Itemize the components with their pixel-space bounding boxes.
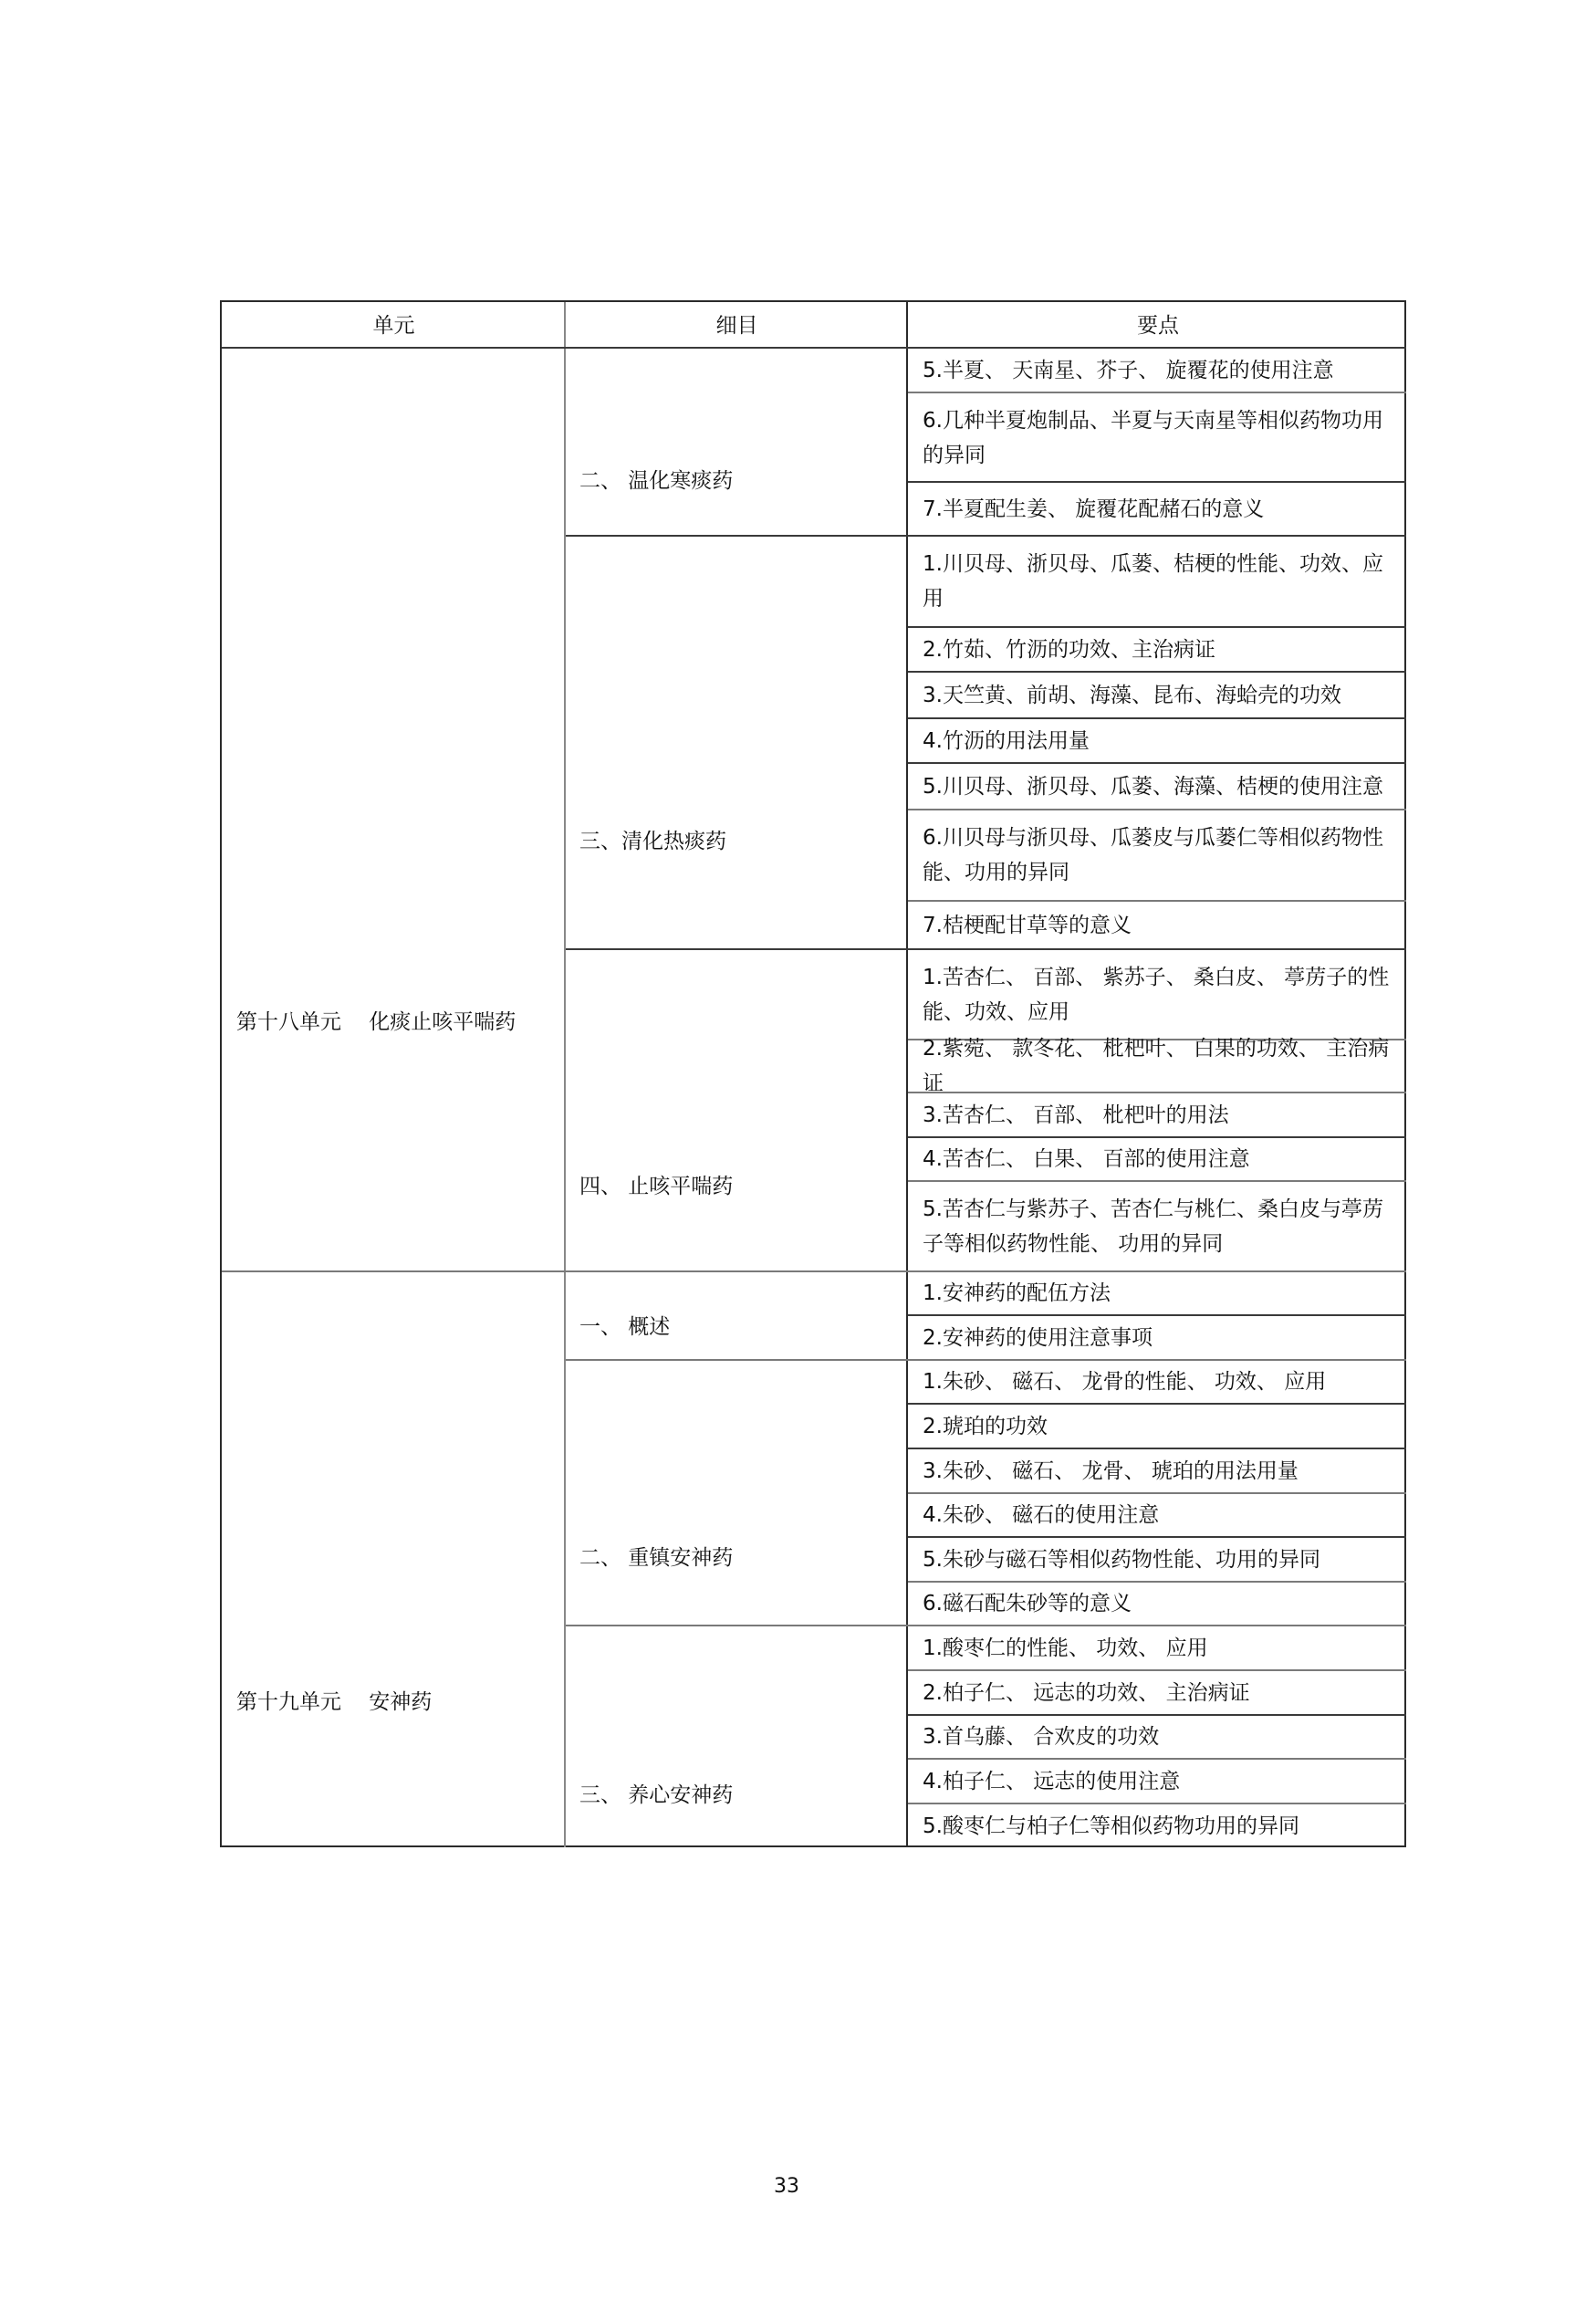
key-point: 6.磁石配朱砂等的意义	[923, 1592, 1132, 1615]
key-point: 7.半夏配生姜、 旋覆花配赭石的意义	[923, 497, 1265, 521]
key-point: 3.首乌藤、 合欢皮的功效	[923, 1725, 1160, 1749]
key-point: 2.安神药的使用注意事项	[923, 1325, 1153, 1350]
column-divider	[564, 302, 566, 1847]
key-point: 5.苦杏仁与紫苏子、苦杏仁与桃仁、桑白皮与葶苈子等相似药物性能、 功用的异同	[923, 1197, 1383, 1256]
section-label: 四、 止咳平喘药	[579, 1175, 734, 1198]
header-key-points: 要点	[1137, 313, 1179, 338]
section-label: 二、 重镇安神药	[579, 1546, 734, 1570]
key-point: 1.川贝母、浙贝母、瓜蒌、桔梗的性能、功效、应用	[923, 552, 1383, 611]
key-point: 1.朱砂、 磁石、 龙骨的性能、 功效、 应用	[923, 1370, 1327, 1394]
section-label: 三、 养心安神药	[579, 1783, 734, 1807]
key-point: 3.天竺黄、前胡、海藻、昆布、海蛤壳的功效	[923, 683, 1341, 707]
key-point: 5.川贝母、浙贝母、瓜蒌、海藻、桔梗的使用注意	[923, 774, 1383, 799]
key-point: 4.竹沥的用法用量	[923, 728, 1090, 753]
key-point: 2.竹茹、竹沥的功效、主治病证	[923, 637, 1215, 662]
page-number: 33	[774, 2175, 799, 2198]
key-point: 4.朱砂、 磁石的使用注意	[923, 1503, 1160, 1527]
key-point: 2.紫菀、 款冬花、 枇杷叶、 白果的功效、 主治病证	[923, 1037, 1390, 1095]
key-point: 4.柏子仁、 远志的使用注意	[923, 1769, 1181, 1793]
key-point: 6.川贝母与浙贝母、瓜蒌皮与瓜蒌仁等相似药物性能、功用的异同	[923, 826, 1383, 884]
key-point: 1.酸枣仁的性能、 功效、 应用	[923, 1636, 1208, 1660]
key-point: 5.朱砂与磁石等相似药物性能、功用的异同	[923, 1547, 1320, 1572]
section-label: 三、清化热痰药	[579, 830, 726, 853]
key-point: 1.苦杏仁、 百部、 紫苏子、 桑白皮、 葶苈子的性能、功效、应用	[923, 965, 1390, 1024]
key-point: 1.安神药的配伍方法	[923, 1281, 1111, 1305]
key-point: 3.苦杏仁、 百部、 枇杷叶的用法	[923, 1103, 1229, 1127]
key-point: 2.琥珀的功效	[923, 1414, 1048, 1438]
key-point: 5.酸枣仁与柏子仁等相似药物功用的异同	[923, 1814, 1299, 1838]
section-label: 一、 概述	[579, 1315, 671, 1339]
key-point: 7.桔梗配甘草等的意义	[923, 913, 1132, 937]
header-unit: 单元	[372, 313, 415, 338]
key-point: 5.半夏、 天南星、芥子、 旋覆花的使用注意	[923, 359, 1334, 382]
key-point: 4.苦杏仁、 白果、 百部的使用注意	[923, 1147, 1250, 1171]
section-label: 二、 温化寒痰药	[579, 469, 734, 493]
syllabus-table	[220, 300, 1406, 1847]
unit-label: 第十八单元 化痰止咳平喘药	[236, 1010, 516, 1034]
key-point: 3.朱砂、 磁石、 龙骨、 琥珀的用法用量	[923, 1458, 1299, 1483]
key-point: 6.几种半夏炮制品、半夏与天南星等相似药物功用的异同	[923, 408, 1383, 467]
header-item: 细目	[715, 313, 758, 338]
key-point: 2.柏子仁、 远志的功效、 主治病证	[923, 1680, 1250, 1705]
unit-label: 第十九单元 安神药	[236, 1690, 433, 1714]
